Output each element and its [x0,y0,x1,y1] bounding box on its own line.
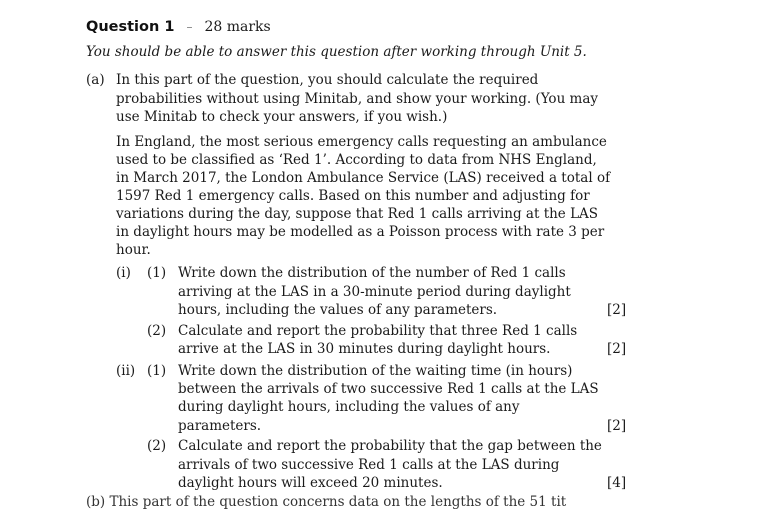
sub-i-q1-line: Write down the distribution of the number of Red 1 calls [178,265,566,281]
sub-i-label: (i) [116,265,131,281]
heading-dash: – [186,20,193,34]
sub-ii-q1-line: during daylight hours, including the values of any [178,399,520,415]
sub-i-q1-line: hours, including the values of any parameters. [178,302,498,318]
part-a-context-line: used to be classified as ‘Red 1’. According to data from NHS England, [116,152,597,168]
part-a-context-line: variations during the day, suppose that Red 1 calls arriving at the LAS [116,206,599,222]
part-a-instruction-line: use Minitab to check your answers, if you wish.) [116,109,448,125]
question-marks: 28 marks [204,19,271,35]
part-b-cutoff-line: (b) This part of the question concerns data on the lengths of the 51 tit [86,494,567,510]
part-a-context-line: In England, the most serious emergency calls requesting an ambulance [116,134,607,150]
sub-ii-q1-mark: [2] [607,418,627,434]
sub-ii-q2-line: Calculate and report the probability that the gap between the [178,438,602,454]
sub-ii-q1-line: parameters. [178,418,262,434]
sub-ii-q2-label: (2) [147,438,167,454]
sub-ii-label: (ii) [116,363,136,379]
sub-ii-q1-line: between the arrivals of two successive Red 1 calls at the LAS [178,381,599,397]
part-a-context-line: hour. [116,242,151,258]
sub-ii-q2-line: arrivals of two successive Red 1 calls at the LAS during [178,457,560,473]
sub-i-q1-line: arriving at the LAS in a 30-minute period during daylight [178,284,571,300]
part-a-instruction-line: In this part of the question, you should calculate the required [116,72,539,88]
part-a-label: (a) [86,72,105,88]
part-a-context-line: in March 2017, the London Ambulance Service (LAS) received a total of [116,170,611,186]
sub-i-q1-label: (1) [147,265,167,281]
sub-i-q2-mark: [2] [607,341,627,357]
part-a-instruction-line: probabilities without using Minitab, and show your working. (You may [116,91,599,107]
sub-i-q1-mark: [2] [607,302,627,318]
sub-i-q2-label: (2) [147,323,167,339]
part-a-context-line: 1597 Red 1 emergency calls. Based on this number and adjusting for [116,188,590,204]
sub-ii-q1-line: Write down the distribution of the waiting time (in hours) [178,363,573,379]
question-title: Question 1 [86,19,175,35]
sub-ii-q2-mark: [4] [607,475,627,491]
sub-ii-q1-label: (1) [147,363,167,379]
sub-i-q2-line: arrive at the LAS in 30 minutes during daylight hours. [178,341,551,357]
question-heading [86,17,271,35]
part-a-context-line: in daylight hours may be modelled as a Poisson process with rate 3 per [116,224,605,240]
question-intro: You should be able to answer this question after working through Unit 5. [86,44,587,60]
sub-i-q2-line: Calculate and report the probability that three Red 1 calls [178,323,578,339]
sub-ii-q2-line: daylight hours will exceed 20 minutes. [178,475,443,491]
